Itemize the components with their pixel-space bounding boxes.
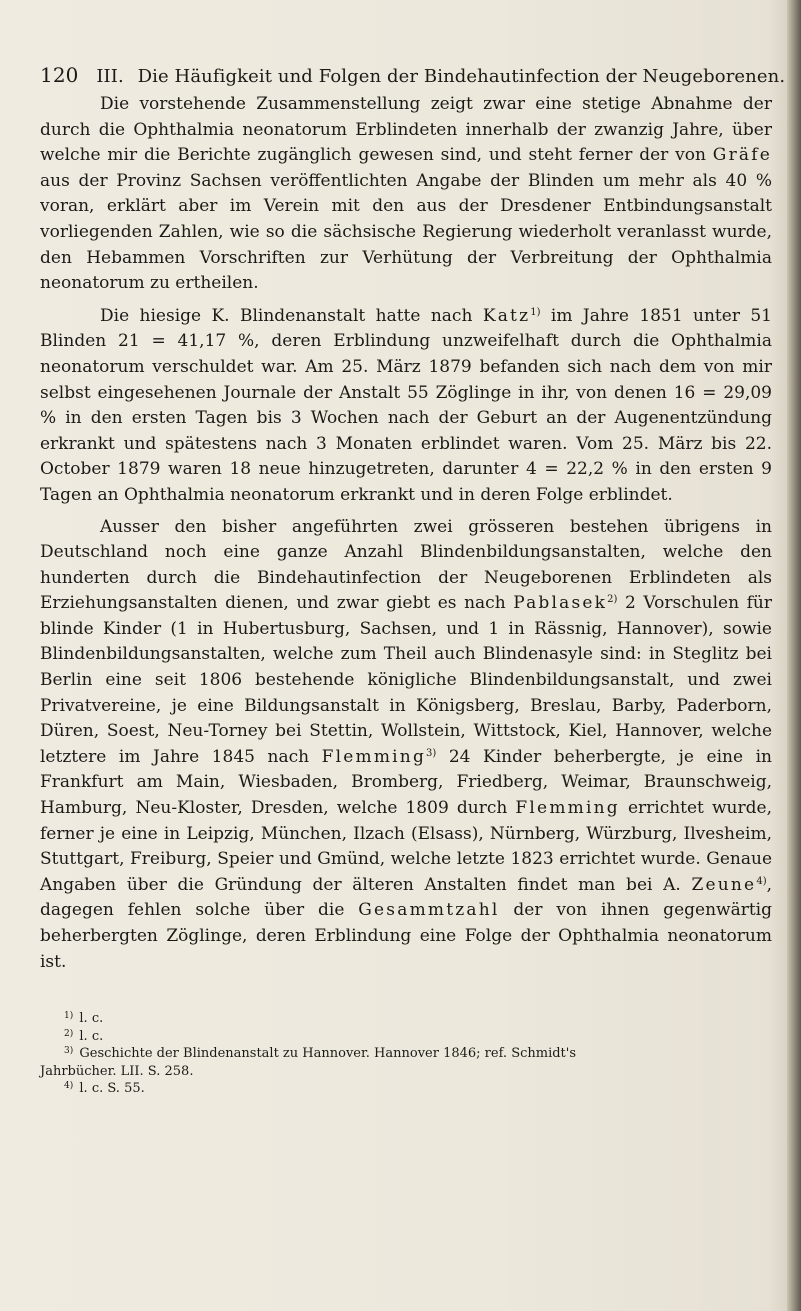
page-number: 120: [40, 63, 79, 87]
author-flemming: Flemming: [321, 746, 427, 767]
paragraph-1: Die vorstehende Zusammenstellung zeigt zwar eine stetige Abnahme der durch die Ophthalmia neonatorum Erblindeten innerhalb der zwanzig Jahre, über welche mir die Berichte zugänglich gewesen sind, und steht ferner der von Gräfe aus der Provinz Sachsen veröffentlichten Angabe der Blinden um mehr als 40 % voran, erklärt aber im Verein mit den aus der Dresdener Entbindungsanstalt vorliegenden Zahlen, wie so die sächsische Regierung wiederholt veranlasst wurde, den Hebammen Vorschriften zur Verhütung der Verbreitung der Ophthalmia neonatorum zu ertheilen.: [40, 94, 772, 294]
footnote-2: $^{2)}$ l. c.: [64, 1028, 104, 1044]
footnote-3: $^{3)}$ Geschichte der Blindenanstalt zu Hannover. Hannover 1846; ref. Schmidt's: [64, 1046, 577, 1062]
author-pablasek: Pablasek: [513, 593, 608, 614]
author-katz: Katz: [482, 305, 531, 326]
page-edge-shadow: [787, 0, 801, 1311]
footnote-4: $^{4)}$ l. c. S. 55.: [64, 1081, 145, 1097]
running-header: [40, 63, 786, 87]
footnote-ref-4[interactable]: 4): [756, 875, 767, 887]
author-graefe: Gräfe: [712, 145, 772, 166]
footnote-3-continuation: Jahrbücher. LII. S. 258.: [40, 1063, 194, 1079]
author-zeune: Zeune: [691, 874, 757, 895]
term-gesammtzahl: Gesammtzahl: [358, 900, 500, 921]
paragraph-2: Die hiesige K. Blindenanstalt hatte nach Katz$^{1)}$ im Jahre 1851 unter 51 Blinden 21 = 41,17 %, deren Erblindung unzweifelhaft durch die Ophthalmia neonatorum verschuldet war. Am 25. März 1879 befanden sich nach dem von mir selbst eingesehenen Journale der Anstalt 55 Zöglinge in ihr, von denen 16 = 29,09 % in den ersten Tagen bis 3 Wochen nach der Geburt an der Augenentzündung erkrankt und spätestens nach 3 Monaten erblindet waren. Vom 25. März bis 22. October 1879 waren 18 neue hinzugetreten, darunter 4 = 22,2 % in den ersten 9 Tagen an Ophthalmia neonatorum erkrankt und in deren Folge erblindet.: [40, 305, 772, 505]
running-title: Die Häufigkeit und Folgen der Bindehautinfection der Neugeborenen.: [137, 66, 786, 87]
footnote-ref-3[interactable]: 3): [426, 747, 437, 759]
footnotes: [40, 1010, 772, 1098]
footnote-1: $^{1)}$ l. c.: [64, 1011, 104, 1026]
footnote-ref-1[interactable]: 1): [530, 306, 541, 318]
paragraph-3: Ausser den bisher angeführten zwei grösseren bestehen übrigens in Deutschland noch eine ganze Anzahl Blindenbildungsanstalten, welche den hunderten durch die Bindehautinfection der Neugeborenen Erblindeten als Erziehungsanstalten dienen, und zwar giebt es nach Pablasek$^{2)}$ 2 Vorschulen für blinde Kinder (1 in Hubertusburg, Sachsen, und 1 in Rässnig, Hannover), sowie Blindenbildungsanstalten, welche zum Theil auch Blindenasyle sind: in Steglitz bei Berlin eine seit 1806 bestehende königliche Blindenbildungsanstalt, und zwei Privatvereine, je eine Bildungsanstalt in Königsberg, Breslau, Barby, Paderborn, Düren, Soest, Neu-Torney bei Stettin, Wollstein, Wittstock, Kiel, Hannover, welche letztere im Jahre 1845 nach Flemming$^{3)}$ 24 Kinder beherbergte, je eine in Frankfurt am Main, Wiesbaden, Bromberg, Friedberg, Weimar, Braunschweig, Hamburg, Neu-Kloster, Dresden, welche 1809 durch Flemming errichtet wurde, ferner je eine in Leipzig, München, Ilzach (Elsass), Nürnberg, Würzburg, Ilvesheim, Stuttgart, Freiburg, Speier und Gmünd, welche letzte 1823 errichtet wurde. Genaue Angaben über die Gründung der älteren Anstalten findet man bei A. Zeune$^{4)}$, dagegen fehlen solche über die Gesammtzahl der von ihnen gegenwärtig beherbergten Zöglinge, deren Erblindung eine Folge der Ophthalmia neonatorum ist.: [40, 516, 773, 972]
footnote-ref-2[interactable]: 2): [607, 594, 618, 606]
chapter-number: III.: [96, 66, 124, 87]
body-text: [40, 92, 772, 975]
author-flemming-2: Flemming: [515, 798, 620, 819]
